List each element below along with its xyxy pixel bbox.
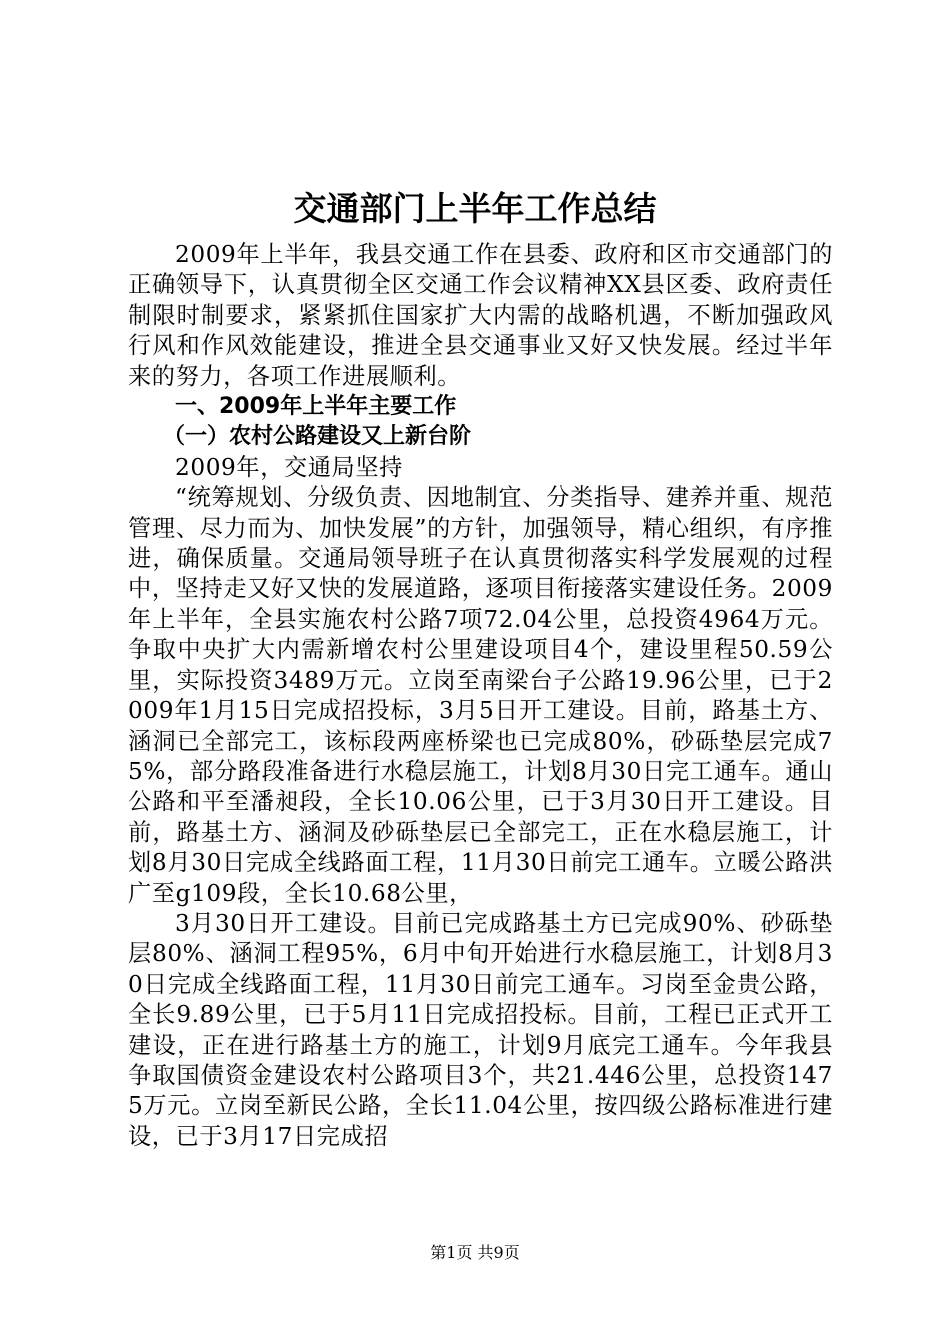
section-heading: 一、2009年上半年主要工作 — [175, 394, 457, 420]
page-number-footer: 第1页 共9页 — [430, 1243, 520, 1262]
document-title: 交通部门上半年工作总结 — [293, 189, 657, 228]
body-paragraph: “统筹规划、分级负责、因地制宜、分类指导、建养并重、规范管理、尽力而为、加快发展”的方针，加强领导，精心组织，有序推进，确保质量。交通局领导班子在认真贯彻落实科学发展观的过程中，坚持走又好又快的发展道路，逐项目衔接落实建设任务。2009年上半年，全县实施农村公路7项72.04公里，总投资4964万元。争取中央扩大内需新增农村公里建设项目4个，建设里程50.59公里，实际投资3489万元。立岗至南梁台子公路19.96公里，已于2009年1月15日完成招投标，3月5日开工建设。目前，路基土方、涵洞已全部完工，该标段两座桥梁也已完成80%，砂砾垫层完成75%，部分路段准备进行水稳层施工，计划8月30日完工通车。通山公路和平至潘昶段，全长10.06公里，已于3月30日开工建设。目前，路基土方、涵洞及砂砾垫层已全部完工，正在水稳层施工，计划8月30日完成全线路面工程，11月30日前完工通车。立暖公路洪广至g109段，全长10.68公里， — [128, 484, 833, 907]
body-paragraph: 3月30日开工建设。目前已完成路基土方已完成90%、砂砾垫层80%、涵洞工程95%，6月中旬开始进行水稳层施工，计划8月30日完成全线路面工程，11月30日前完工通车。习岗至金贵公路，全长9.89公里，已于5月11日完成招投标。目前，工程已正式开工建设，正在进行路基土方的施工，计划9月底完工通车。今年我县争取国债资金建设农村公路项目3个，共21.446公里，总投资1475万元。立岗至新民公路，全长11.04公里，按四级公路标准进行建设，已于3月17日完成招 — [128, 909, 833, 1150]
document-body — [128, 240, 833, 1152]
intro-paragraph: 2009年上半年，我县交通工作在县委、政府和区市交通部门的正确领导下，认真贯彻全区交通工作会议精神XX县区委、政府责任制限时制要求，紧紧抓住国家扩大内需的战略机遇，不断加强政风行风和作风效能建设，推进全县交通事业又好又快发展。经过半年来的努力，各项工作进展顺利。 — [128, 241, 833, 390]
subsection-heading: （一）农村公路建设又上新台阶 — [163, 424, 472, 450]
body-paragraph-lead: 2009年，交通局坚持 — [175, 453, 403, 481]
